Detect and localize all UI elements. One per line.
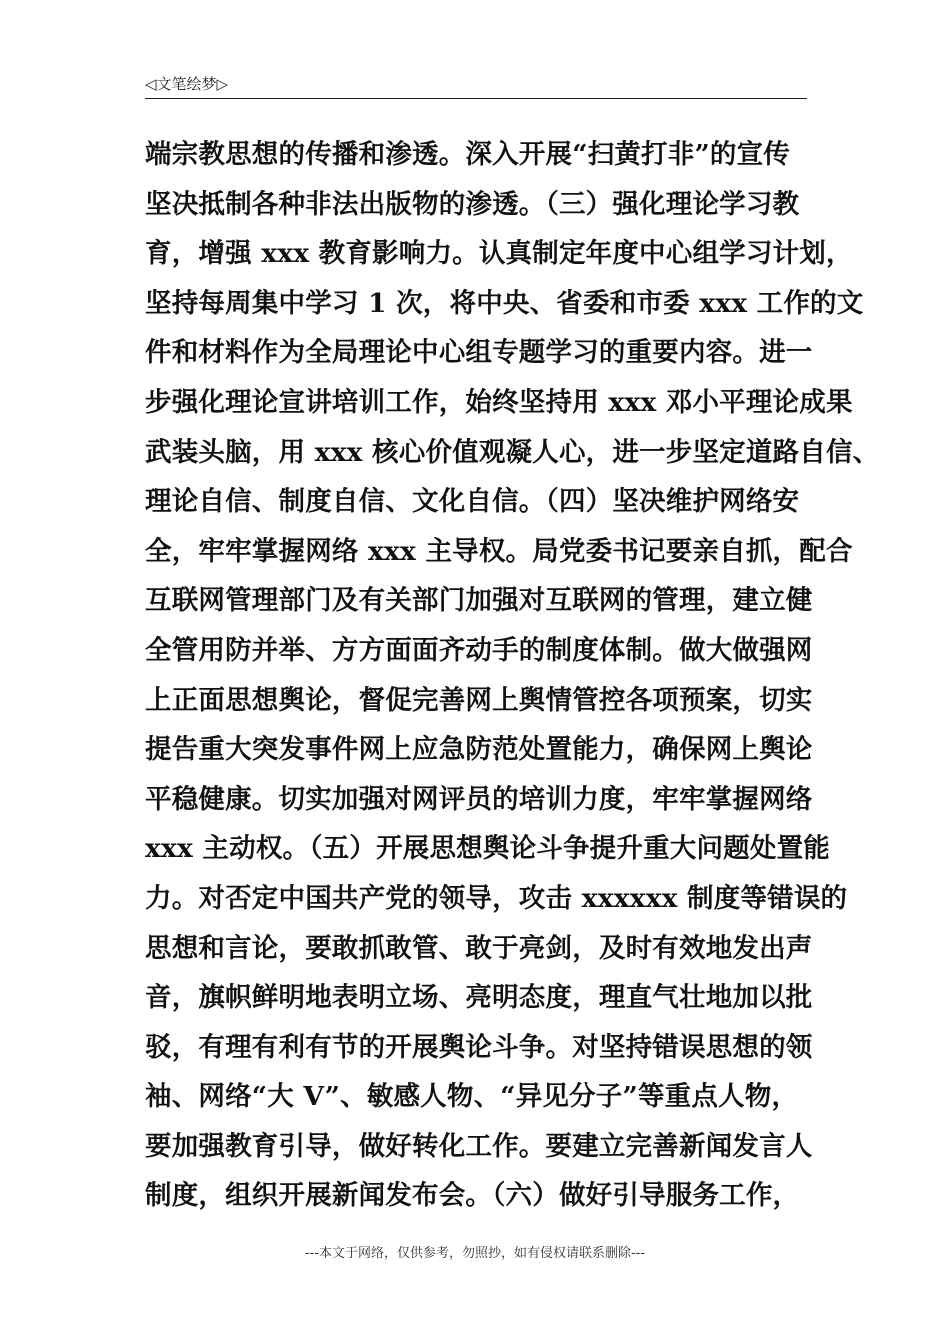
text-line: 武装头脑，用 xxx 核心价值观凝人心，进一步坚定道路自信、 (145, 436, 880, 468)
text-line: 制度，组织开展新闻发布会。（六）做好引导服务工作， (145, 1180, 800, 1212)
text-line: 要加强教育引导，做好转化工作。要建立完善新闻发言人 (145, 1130, 813, 1162)
text-line: 思想和言论，要敢抓敢管、敢于亮剑，及时有效地发出声 (145, 932, 813, 964)
page-footer (0, 1245, 950, 1263)
text-line: 全，牢牢掌握网络 xxx 主导权。局党委书记要亲自抓，配合 (145, 535, 853, 567)
text-line: 袖、网络“大 V”、敏感人物、“异见分子”等重点人物， (145, 1081, 799, 1113)
text-line: 步强化理论宣讲培训工作，始终坚持用 xxx 邓小平理论成果 (145, 386, 853, 418)
text-line: 音，旗帜鲜明地表明立场、亮明态度，理直气壮地加以批 (145, 982, 813, 1014)
text-line: 力。对否定中国共产党的领导，攻击 xxxxxx 制度等错误的 (145, 882, 848, 914)
text-line: 理论自信、制度自信、文化自信。（四）坚决维护网络安 (145, 486, 800, 518)
page-header (145, 74, 807, 99)
document-body (145, 130, 880, 1221)
text-line: 育，增强 xxx 教育影响力。认真制定年度中心组学习计划， (145, 238, 853, 270)
text-line: xxx 主动权。（五）开展思想舆论斗争提升重大问题处置能 (145, 833, 830, 865)
footer-disclaimer: ---本文于网络，仅供参考，勿照抄，如有侵权请联系删除--- (304, 1246, 646, 1261)
text-line: 件和材料作为全局理论中心组专题学习的重要内容。进一 (145, 337, 813, 369)
text-line: 互联网管理部门及有关部门加强对互联网的管理，建立健 (145, 585, 813, 617)
header-logo-text: ◁文笔绘梦▷ (145, 75, 229, 93)
text-line: 端宗教思想的传播和渗透。深入开展“扫黄打非”的宣传 (145, 139, 790, 170)
text-line: 驳，有理有利有节的开展舆论斗争。对坚持错误思想的领 (145, 1031, 813, 1063)
text-line: 全管用防并举、方方面面齐动手的制度体制。做大做强网 (145, 634, 813, 666)
text-line: 平稳健康。切实加强对网评员的培训力度，牢牢掌握网络 (145, 783, 813, 815)
text-line: 上正面思想舆论，督促完善网上舆情管控各项预案，切实 (145, 684, 813, 716)
text-line: 坚持每周集中学习 1 次，将中央、省委和市委 xxx 工作的文 (145, 287, 864, 319)
text-line: 坚决抵制各种非法出版物的渗透。（三）强化理论学习教 (145, 188, 800, 220)
text-line: 提告重大突发事件网上应急防范处置能力，确保网上舆论 (145, 734, 813, 766)
